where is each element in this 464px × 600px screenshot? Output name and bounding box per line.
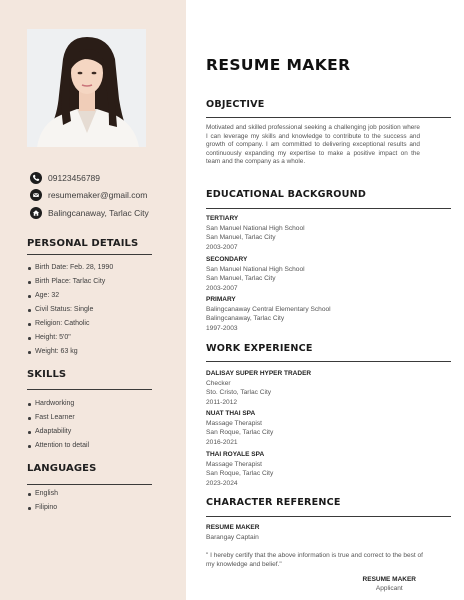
resume-title: RESUME MAKER <box>206 56 351 74</box>
work-years: 2016-2021 <box>206 438 238 446</box>
education-entry-secondary <box>206 255 305 293</box>
list-item: Hardworking <box>27 397 89 411</box>
work-entry <box>206 450 273 488</box>
list-item: Weight: 63 kg <box>27 345 113 359</box>
work-title: WORK EXPERIENCE <box>206 343 313 354</box>
home-icon <box>30 207 42 219</box>
email-text: resumemaker@gmail.com <box>48 190 148 200</box>
work-company: DALISAY SUPER HYPER TRADER <box>206 370 312 377</box>
work-location: San Roque, Tarlac City <box>206 429 274 437</box>
languages-list <box>27 487 58 515</box>
signature-block <box>363 575 416 593</box>
education-level: SECONDARY <box>206 256 248 263</box>
signature-name: RESUME MAKER <box>362 576 416 583</box>
work-position: Massage Therapist <box>206 419 262 427</box>
education-entry-primary <box>206 295 331 333</box>
education-school: San Manuel National High School <box>206 224 305 232</box>
languages-divider <box>27 484 152 485</box>
skills-list <box>27 397 89 453</box>
signature-role: Applicant <box>375 585 403 592</box>
list-item: Adaptability <box>27 425 89 439</box>
list-item: Height: 5'0" <box>27 331 113 345</box>
skills-divider <box>27 389 152 390</box>
personal-details-list <box>27 261 113 359</box>
work-divider <box>206 361 451 362</box>
work-years: 2023-2024 <box>206 479 238 487</box>
list-item: Fast Learner <box>27 411 89 425</box>
work-position: Checker <box>206 379 231 387</box>
education-level: PRIMARY <box>206 296 236 303</box>
education-school: Balingcanaway Central Elementary School <box>206 305 331 313</box>
work-company: NUAT THAI SPA <box>206 410 256 417</box>
contact-address <box>30 207 149 219</box>
list-item: Birth Place: Tarlac City <box>27 275 113 289</box>
work-location: Sto. Cristo, Tarlac City <box>206 389 272 397</box>
education-school: San Manuel National High School <box>206 265 305 273</box>
personal-details-divider <box>27 254 152 255</box>
contact-email[interactable] <box>30 189 147 201</box>
education-years: 2003-2007 <box>206 243 238 251</box>
languages-title: LANGUAGES <box>27 463 97 474</box>
certification-text: " I hereby certify that the above information is true and correct to the best of my knowledge and belief." <box>206 552 423 569</box>
work-location: San Roque, Tarlac City <box>206 470 274 478</box>
education-divider <box>206 208 451 209</box>
objective-text: Motivated and skilled professional seeking a challenging job position where I can leverage my skills and knowledge to contribute to the success and growth of company. I am committed to delivering exceptional results and continuously expanding my expertise to make a positive impact on the team and the company as a whole. <box>206 124 420 166</box>
reference-name: RESUME MAKER <box>206 524 260 531</box>
email-icon <box>30 189 42 201</box>
education-entry-tertiary <box>206 214 305 252</box>
education-title: EDUCATIONAL BACKGROUND <box>206 189 367 200</box>
personal-details-title: PERSONAL DETAILS <box>27 238 139 249</box>
list-item: English <box>27 487 58 501</box>
list-item: Age: 32 <box>27 289 113 303</box>
education-location: San Manuel, Tarlac City <box>206 234 276 242</box>
work-position: Massage Therapist <box>206 460 262 468</box>
skills-title: SKILLS <box>27 369 67 380</box>
education-level: TERTIARY <box>206 215 239 222</box>
contact-phone[interactable] <box>30 172 100 184</box>
education-years: 1997-2003 <box>206 324 238 332</box>
main-content <box>186 0 464 600</box>
phone-text: 09123456789 <box>48 173 101 183</box>
education-location: Balingcanaway, Tarlac City <box>206 315 285 323</box>
profile-photo <box>27 29 146 147</box>
sidebar <box>0 0 186 600</box>
work-years: 2011-2012 <box>206 398 238 406</box>
reference-divider <box>206 516 451 517</box>
work-entry <box>206 369 311 407</box>
reference-entry <box>206 523 259 542</box>
objective-divider <box>206 117 451 118</box>
list-item: Religion: Catholic <box>27 317 113 331</box>
list-item: Filipino <box>27 501 58 515</box>
education-years: 2003-2007 <box>206 284 238 292</box>
objective-title: OBJECTIVE <box>206 99 265 110</box>
work-entry <box>206 409 273 447</box>
list-item: Birth Date: Feb. 28, 1990 <box>27 261 113 275</box>
address-text: Balingcanaway, Tarlac City <box>48 208 149 218</box>
work-company: THAI ROYALE SPA <box>206 451 265 458</box>
list-item: Civil Status: Single <box>27 303 113 317</box>
reference-position: Barangay Captain <box>206 533 259 541</box>
education-location: San Manuel, Tarlac City <box>206 275 276 283</box>
reference-title: CHARACTER REFERENCE <box>206 497 341 508</box>
phone-icon <box>30 172 42 184</box>
list-item: Attention to detail <box>27 439 89 453</box>
